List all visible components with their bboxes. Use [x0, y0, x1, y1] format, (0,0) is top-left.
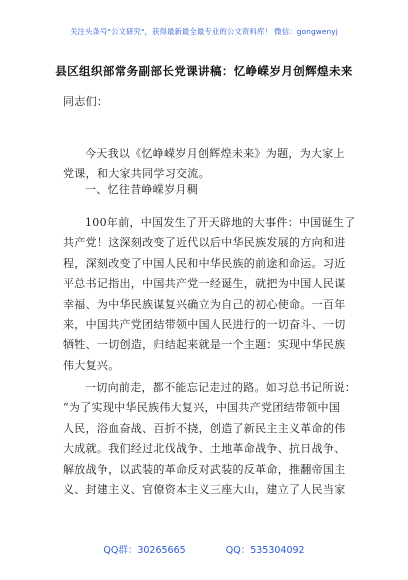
header-banner: 关注头条号"公文研究"，获得最新最全最专业的公文资料库！ 微信：gongwenyj — [70, 27, 338, 36]
text-line: 大成就。我们经过北伐战争、土地革命战争、抗日战争、 — [63, 442, 346, 456]
text-line: 程，深刻改变了中国人民和中华民族的前途和命运。习近 — [63, 256, 346, 270]
text-line: 平总书记指出，中国共产党一经诞生，就把为中国人民谋 — [63, 277, 346, 291]
text-line: 伟大复兴。 — [63, 358, 120, 372]
salutation-line: 同志们： — [63, 95, 109, 108]
document-title: 县区组织部常务副部长党课讲稿：忆峥嵘岁月创辉煌未来 — [55, 64, 353, 78]
text-line: 党课，和大家共同学习交流。 — [63, 167, 210, 181]
text-line: 义、封建主义、官僚资本主义三座大山，建立了人民当家 — [63, 482, 346, 496]
qq-number: QQ：535304092 — [225, 545, 305, 556]
paragraph-1 — [63, 213, 356, 376]
text-line: 100年前，中国发生了开天辟地的大事件：中国诞生了 — [85, 216, 356, 229]
text-line: 牺牲、一切创造，归结起来就是一个主题：实现中华民族 — [63, 338, 346, 352]
salutation — [63, 92, 108, 112]
paragraph-2 — [63, 378, 356, 500]
footer-contacts — [0, 542, 408, 556]
section-heading — [85, 180, 198, 200]
text-line: 解放战争，以武装的革命反对武装的反革命，推翻帝国主 — [63, 462, 346, 476]
text-line: “为了实现中华民族伟大复兴，中国共产党团结带领中国 — [63, 401, 341, 415]
section-heading-text: 一、忆往昔峥嵘岁月稠 — [85, 183, 198, 196]
text-line: 今天我以《忆峥嵘岁月创辉煌未来》为题，为大家上 — [85, 147, 345, 160]
text-line: 一切向前走，都不能忘记走过的路。如习总书记所说： — [85, 381, 357, 394]
text-line: 来，中国共产党团结带领中国人民进行的一切奋斗、一切 — [63, 317, 346, 331]
qq-group-number: QQ群：30265665 — [103, 545, 186, 556]
text-line: 幸福、为中华民族谋复兴确立为自己的初心使命。一百年 — [63, 297, 346, 311]
intro-paragraph — [63, 144, 345, 185]
text-line: 共产党！这深刻改变了近代以后中华民族发展的方向和进 — [63, 236, 346, 250]
text-line: 人民，浴血奋战、百折不挠，创造了新民主主义革命的伟 — [63, 421, 346, 435]
